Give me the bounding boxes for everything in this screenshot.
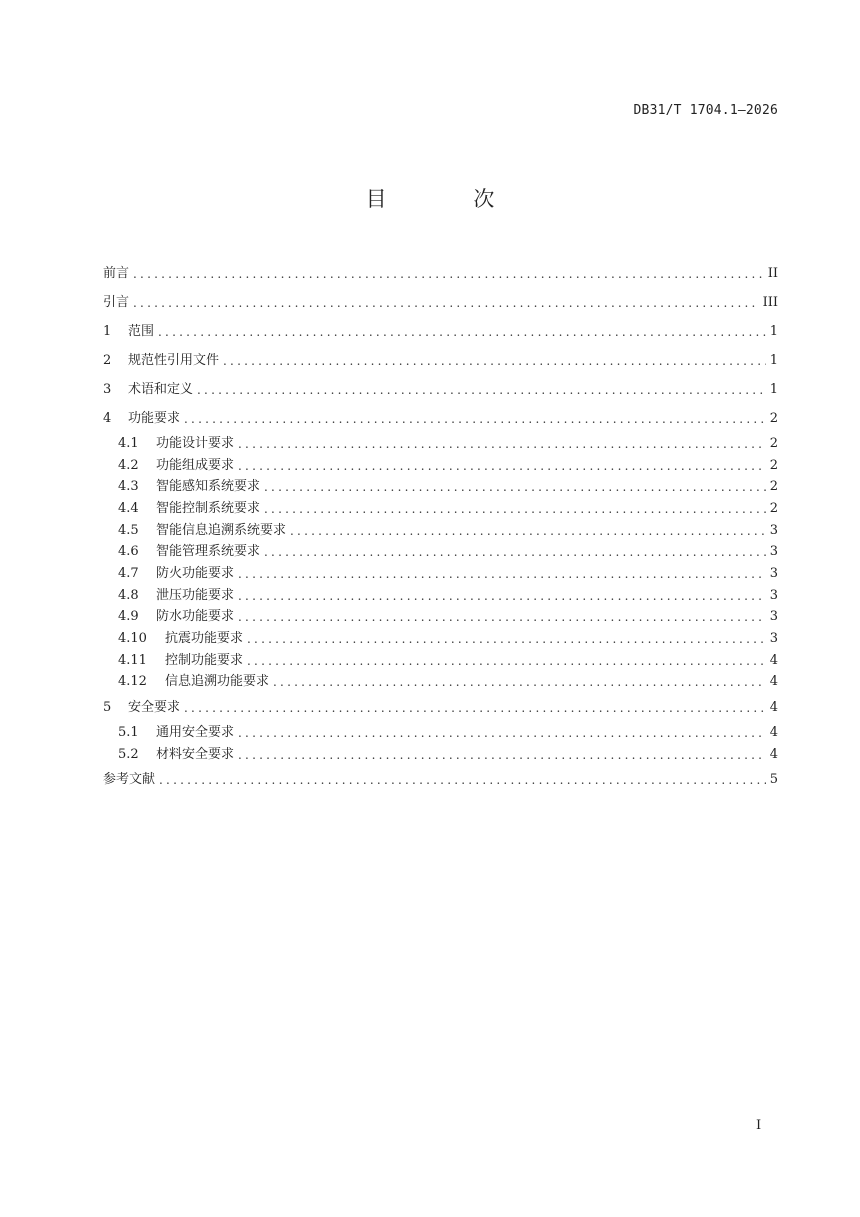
toc-entry-number: 4.12 [118, 674, 147, 690]
toc-entry[interactable] [103, 585, 778, 607]
toc-entry[interactable] [103, 722, 778, 744]
toc-dot-leader [264, 477, 766, 497]
toc-entry-title: 术语和定义 [128, 381, 194, 397]
toc-entry-page: 2 [769, 435, 778, 451]
toc-entry[interactable] [103, 346, 778, 375]
toc-entry-page: III [762, 294, 778, 310]
toc-entry-page: 1 [769, 381, 778, 397]
toc-entry-title: 材料安全要求 [156, 746, 235, 762]
toc-entry-number: 4.7 [118, 565, 139, 581]
toc-entry[interactable] [103, 607, 778, 629]
toc-entry-page: 3 [769, 631, 778, 647]
toc-entry-title: 泄压功能要求 [156, 587, 235, 603]
toc-entry[interactable] [103, 650, 778, 672]
toc-entry-number: 4.8 [118, 587, 139, 603]
toc-entry-title: 控制功能要求 [165, 652, 244, 668]
toc-entry-title: 前言 [103, 265, 130, 281]
toc-entry-page: 3 [769, 609, 778, 625]
toc-dot-leader [264, 542, 766, 562]
toc-entry-number: 4.11 [118, 652, 147, 668]
toc-dot-leader [238, 607, 766, 627]
toc-entry-title: 智能信息追溯系统要求 [156, 522, 287, 538]
toc-entry-number: 1 [103, 323, 112, 339]
toc-entry-title: 引言 [103, 294, 130, 310]
toc-entry-title: 防水功能要求 [156, 609, 235, 625]
toc-dot-leader [238, 723, 766, 743]
toc-entry-number: 4 [103, 410, 112, 426]
toc-entry-title: 功能要求 [128, 410, 181, 426]
page-number: I [756, 1118, 762, 1133]
toc-entry-page: 4 [769, 699, 778, 715]
toc-entry-page: 2 [769, 479, 778, 495]
toc-entry[interactable] [103, 744, 778, 766]
toc-entry-title: 通用安全要求 [156, 725, 235, 741]
toc-entry-number: 4.2 [118, 457, 139, 473]
toc-entry-page: 1 [769, 352, 778, 368]
toc-entry-number: 5 [103, 699, 112, 715]
toc-dot-leader [159, 770, 766, 790]
toc-entry-number: 5.1 [118, 725, 139, 741]
toc-entry[interactable] [103, 433, 778, 455]
toc-entry[interactable] [103, 498, 778, 520]
toc-dot-leader [133, 293, 759, 313]
toc-entry-title: 智能控制系统要求 [156, 500, 261, 516]
toc-entry[interactable] [103, 541, 778, 563]
table-of-contents [103, 259, 778, 795]
toc-dot-leader [184, 698, 766, 718]
toc-entry-number: 4.1 [118, 435, 139, 451]
toc-entry-page: 3 [769, 587, 778, 603]
toc-entry-title: 智能管理系统要求 [156, 544, 261, 560]
toc-dot-leader [238, 456, 766, 476]
toc-dot-leader [273, 672, 766, 692]
toc-entry[interactable] [103, 455, 778, 477]
toc-entry-title: 规范性引用文件 [128, 352, 220, 368]
toc-entry-page: 5 [769, 772, 778, 788]
toc-entry-page: 3 [769, 565, 778, 581]
toc-entry-page: 4 [769, 725, 778, 741]
toc-entry-number: 5.2 [118, 746, 139, 762]
toc-dot-leader [238, 586, 766, 606]
toc-entry-page: 2 [769, 410, 778, 426]
toc-dot-leader [184, 409, 766, 429]
toc-dot-leader [247, 629, 766, 649]
toc-entry[interactable] [103, 375, 778, 404]
toc-entry-number: 4.5 [118, 522, 139, 538]
toc-entry-number: 4.10 [118, 631, 147, 647]
toc-entry-page: 3 [769, 544, 778, 560]
toc-entry[interactable] [103, 628, 778, 650]
page-title: 目 次 [365, 187, 535, 211]
toc-entry-page: 2 [769, 457, 778, 473]
toc-entry-title: 抗震功能要求 [165, 631, 244, 647]
toc-entry-title: 范围 [128, 323, 155, 339]
toc-entry-page: 3 [769, 522, 778, 538]
toc-entry-number: 4.3 [118, 479, 139, 495]
toc-entry[interactable] [103, 476, 778, 498]
toc-dot-leader [133, 264, 764, 284]
toc-entry[interactable] [103, 672, 778, 694]
toc-entry-page: 4 [769, 674, 778, 690]
toc-entry[interactable] [103, 520, 778, 542]
toc-entry[interactable] [103, 259, 778, 288]
toc-entry-number: 4.6 [118, 544, 139, 560]
toc-dot-leader [238, 434, 766, 454]
toc-entry[interactable] [103, 288, 778, 317]
toc-entry-title: 防火功能要求 [156, 565, 235, 581]
toc-entry[interactable] [103, 317, 778, 346]
toc-entry[interactable] [103, 766, 778, 795]
toc-dot-leader [197, 380, 766, 400]
toc-entry-title: 智能感知系统要求 [156, 479, 261, 495]
toc-entry-number: 2 [103, 352, 112, 368]
toc-entry-page: 4 [769, 652, 778, 668]
toc-entry-title: 功能设计要求 [156, 435, 235, 451]
toc-dot-leader [223, 351, 766, 371]
toc-entry[interactable] [103, 563, 778, 585]
toc-dot-leader [290, 521, 766, 541]
toc-entry-title: 功能组成要求 [156, 457, 235, 473]
toc-entry[interactable] [103, 404, 778, 433]
toc-entry-page: II [767, 265, 778, 281]
toc-dot-leader [158, 322, 766, 342]
toc-entry-page: 2 [769, 500, 778, 516]
toc-entry-page: 4 [769, 746, 778, 762]
toc-entry-page: 1 [769, 323, 778, 339]
toc-dot-leader [247, 651, 766, 671]
toc-entry[interactable] [103, 693, 778, 722]
toc-entry-title: 安全要求 [128, 699, 181, 715]
toc-entry-title: 参考文献 [103, 772, 156, 788]
toc-dot-leader [238, 564, 766, 584]
toc-dot-leader [264, 499, 766, 519]
toc-entry-number: 3 [103, 381, 112, 397]
toc-entry-title: 信息追溯功能要求 [165, 674, 270, 690]
document-code: DB31/T 1704.1—2026 [633, 103, 778, 118]
toc-entry-number: 4.9 [118, 609, 139, 625]
toc-entry-number: 4.4 [118, 500, 139, 516]
toc-dot-leader [238, 745, 766, 765]
